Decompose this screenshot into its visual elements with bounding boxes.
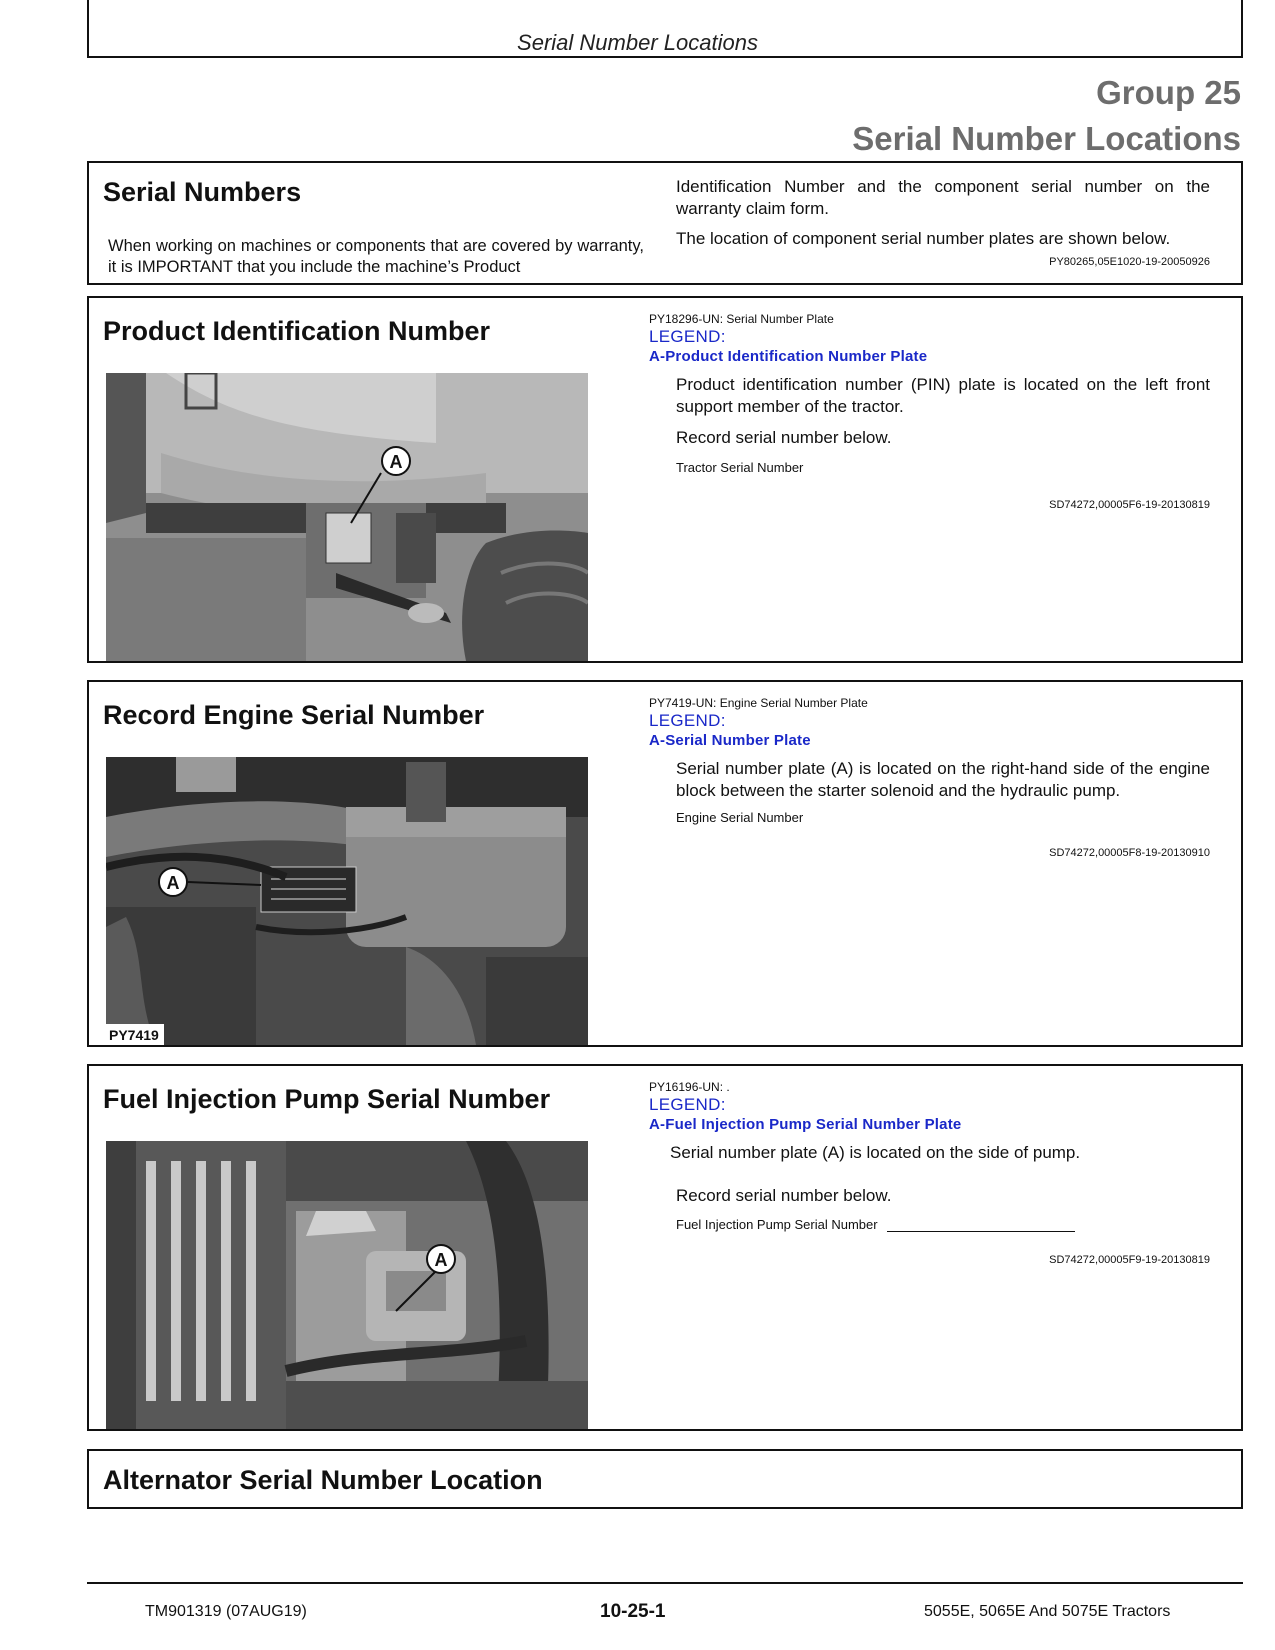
pin-description: Product identification number (PIN) plate is located on the left front support member of the tractor. xyxy=(676,375,1210,416)
figure-caption: PY18296-UN: Serial Number Plate xyxy=(649,312,834,326)
group-title xyxy=(852,70,1241,162)
legend-item-a: A-Fuel Injection Pump Serial Number Plate xyxy=(649,1116,962,1133)
section-title: Product Identification Number xyxy=(103,316,491,346)
group-number: Group 25 xyxy=(1096,74,1241,111)
engine-record-label: Engine Serial Number xyxy=(676,810,804,825)
fuel-pump-illustration xyxy=(106,1141,588,1429)
engine-text-column xyxy=(676,758,1210,859)
intro-right-column xyxy=(676,176,1210,268)
reference-code: PY80265,05E1020-19-20050926 xyxy=(1049,256,1210,268)
photo-id-label: PY7419 xyxy=(109,1027,159,1043)
section-engine xyxy=(87,680,1243,1047)
callout-a: A xyxy=(389,452,403,472)
legend-heading: LEGEND: xyxy=(649,327,726,346)
section-alternator xyxy=(87,1449,1243,1509)
section-serial-numbers xyxy=(87,161,1243,285)
section-title: Record Engine Serial Number xyxy=(103,700,485,730)
fuel-record-label: Fuel Injection Pump Serial Number xyxy=(676,1217,878,1232)
pin-record-instruction: Record serial number below. xyxy=(676,428,892,447)
fuel-record-row xyxy=(676,1217,1210,1232)
section-pin xyxy=(87,296,1243,663)
fuel-right-column xyxy=(649,1080,1183,1133)
fuel-text-column xyxy=(670,1142,1204,1164)
section-title: Serial Numbers xyxy=(103,177,302,207)
figure-caption: PY16196-UN: . xyxy=(649,1080,730,1094)
engine-description: Serial number plate (A) is located on the right-hand side of the engine block between the starter solenoid and the hydraulic pump. xyxy=(676,759,1210,800)
section-title: Fuel Injection Pump Serial Number xyxy=(103,1084,551,1114)
footer-page-number: 10-25-1 xyxy=(600,1601,666,1622)
tractor-front-illustration xyxy=(106,373,588,661)
reference-code: SD74272,00005F9-19-20130819 xyxy=(1049,1254,1210,1266)
engine-right-column xyxy=(649,696,1183,749)
section-title: Alternator Serial Number Location xyxy=(103,1465,543,1495)
fuel-pump-photo xyxy=(106,1141,588,1429)
fuel-description: Serial number plate (A) is located on the side of pump. xyxy=(670,1143,1081,1162)
legend-item-a: A-Serial Number Plate xyxy=(649,732,811,749)
tractor-front-photo xyxy=(106,373,588,661)
reference-code: SD74272,00005F6-19-20130819 xyxy=(1049,499,1210,511)
pin-record-label: Tractor Serial Number xyxy=(676,460,804,475)
section-fuel-pump xyxy=(87,1064,1243,1431)
pin-text-column xyxy=(676,374,1210,511)
reference-code: SD74272,00005F8-19-20130910 xyxy=(1049,847,1210,859)
fuel-record-column xyxy=(676,1185,1210,1266)
footer-rule xyxy=(87,1582,1243,1584)
engine-illustration xyxy=(106,757,588,1045)
running-head: Serial Number Locations xyxy=(517,30,758,55)
footer-document-id: TM901319 (07AUG19) xyxy=(145,1603,307,1620)
pin-right-column xyxy=(649,312,1183,365)
fuel-record-instruction: Record serial number below. xyxy=(676,1186,892,1205)
legend-heading: LEGEND: xyxy=(649,711,726,730)
intro-text-left: When working on machines or components that are covered by warranty, it is IMPORTANT that you include the machine’s Product xyxy=(108,237,644,276)
engine-photo xyxy=(106,757,588,1045)
figure-caption: PY7419-UN: Engine Serial Number Plate xyxy=(649,696,868,710)
intro-text-right-2: The location of component serial number plates are shown below. xyxy=(676,229,1171,248)
group-subject: Serial Number Locations xyxy=(852,120,1241,157)
intro-text-right-1: Identification Number and the component serial number on the warranty claim form. xyxy=(676,177,1210,218)
fuel-record-line xyxy=(887,1231,1075,1232)
callout-a: A xyxy=(434,1250,448,1270)
callout-a: A xyxy=(166,873,180,893)
footer-product-name: 5055E, 5065E And 5075E Tractors xyxy=(924,1603,1171,1620)
legend-heading: LEGEND: xyxy=(649,1095,726,1114)
legend-item-a: A-Product Identification Number Plate xyxy=(649,348,928,365)
